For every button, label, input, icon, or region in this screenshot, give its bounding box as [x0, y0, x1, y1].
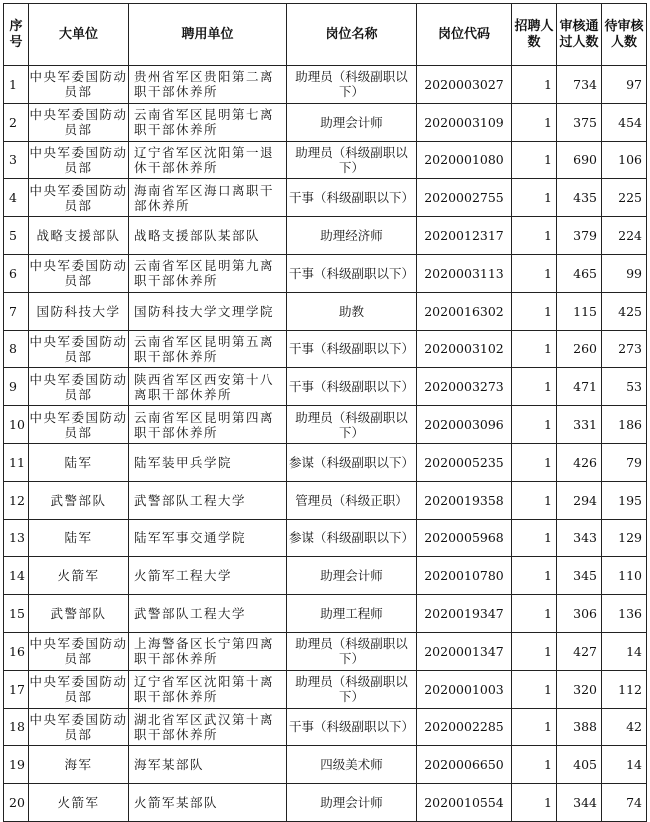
cell-pending: 74 — [602, 784, 647, 822]
cell-employer: 云南省军区昆明第五离职干部休养所 — [129, 330, 287, 368]
cell-unit: 中央军委国防动员部 — [29, 368, 129, 406]
cell-position: 助理员（科级副职以下） — [287, 670, 417, 708]
cell-pending: 42 — [602, 708, 647, 746]
table-row — [4, 217, 647, 255]
cell-employer: 国防科技大学文理学院 — [129, 292, 287, 330]
table-row — [4, 632, 647, 670]
cell-unit: 国防科技大学 — [29, 292, 129, 330]
table-row — [4, 746, 647, 784]
cell-hire: 1 — [512, 179, 557, 217]
cell-code: 2020002285 — [417, 708, 512, 746]
cell-employer: 上海警备区长宁第四离职干部休养所 — [129, 632, 287, 670]
cell-position: 干事（科级副职以下） — [287, 708, 417, 746]
table-row — [4, 481, 647, 519]
cell-seq: 11 — [4, 443, 29, 481]
cell-position: 干事（科级副职以下） — [287, 330, 417, 368]
cell-position: 助理会计师 — [287, 103, 417, 141]
cell-position: 助理会计师 — [287, 557, 417, 595]
cell-seq: 20 — [4, 784, 29, 822]
cell-passed: 734 — [557, 66, 602, 104]
cell-pending: 186 — [602, 406, 647, 444]
cell-hire: 1 — [512, 784, 557, 822]
cell-position: 助教 — [287, 292, 417, 330]
cell-seq: 2 — [4, 103, 29, 141]
cell-employer: 辽宁省军区沈阳第十离职干部休养所 — [129, 670, 287, 708]
cell-hire: 1 — [512, 292, 557, 330]
cell-passed: 435 — [557, 179, 602, 217]
cell-hire: 1 — [512, 254, 557, 292]
cell-code: 2020001080 — [417, 141, 512, 179]
cell-seq: 12 — [4, 481, 29, 519]
table-row — [4, 330, 647, 368]
cell-employer: 火箭军某部队 — [129, 784, 287, 822]
table-row — [4, 103, 647, 141]
cell-employer: 海军某部队 — [129, 746, 287, 784]
cell-pending: 129 — [602, 519, 647, 557]
header-code: 岗位代码 — [417, 4, 512, 66]
cell-hire: 1 — [512, 443, 557, 481]
cell-employer: 云南省军区昆明第九离职干部休养所 — [129, 254, 287, 292]
cell-unit: 火箭军 — [29, 557, 129, 595]
cell-seq: 19 — [4, 746, 29, 784]
cell-code: 2020001003 — [417, 670, 512, 708]
cell-passed: 426 — [557, 443, 602, 481]
cell-passed: 260 — [557, 330, 602, 368]
cell-hire: 1 — [512, 406, 557, 444]
cell-pending: 106 — [602, 141, 647, 179]
cell-code: 2020010780 — [417, 557, 512, 595]
cell-passed: 379 — [557, 217, 602, 255]
cell-unit: 中央军委国防动员部 — [29, 670, 129, 708]
cell-seq: 8 — [4, 330, 29, 368]
cell-employer: 陆军装甲兵学院 — [129, 443, 287, 481]
cell-seq: 13 — [4, 519, 29, 557]
cell-code: 2020002755 — [417, 179, 512, 217]
cell-employer: 武警部队工程大学 — [129, 481, 287, 519]
cell-unit: 中央军委国防动员部 — [29, 406, 129, 444]
cell-unit: 战略支援部队 — [29, 217, 129, 255]
table-row — [4, 141, 647, 179]
cell-code: 2020005968 — [417, 519, 512, 557]
cell-employer: 云南省军区昆明第四离职干部休养所 — [129, 406, 287, 444]
cell-code: 2020001347 — [417, 632, 512, 670]
cell-seq: 9 — [4, 368, 29, 406]
cell-seq: 3 — [4, 141, 29, 179]
cell-unit: 武警部队 — [29, 481, 129, 519]
cell-pending: 224 — [602, 217, 647, 255]
cell-position: 管理员（科级正职） — [287, 481, 417, 519]
cell-seq: 6 — [4, 254, 29, 292]
cell-passed: 115 — [557, 292, 602, 330]
cell-code: 2020019358 — [417, 481, 512, 519]
cell-pending: 136 — [602, 595, 647, 633]
cell-code: 2020012317 — [417, 217, 512, 255]
cell-hire: 1 — [512, 481, 557, 519]
cell-position: 四级美术师 — [287, 746, 417, 784]
cell-seq: 15 — [4, 595, 29, 633]
cell-unit: 中央军委国防动员部 — [29, 66, 129, 104]
cell-position: 参谋（科级副职以下） — [287, 443, 417, 481]
cell-pending: 425 — [602, 292, 647, 330]
cell-unit: 中央军委国防动员部 — [29, 632, 129, 670]
header-employer: 聘用单位 — [129, 4, 287, 66]
cell-hire: 1 — [512, 141, 557, 179]
header-position: 岗位名称 — [287, 4, 417, 66]
table-row — [4, 368, 647, 406]
table-row — [4, 519, 647, 557]
cell-unit: 武警部队 — [29, 595, 129, 633]
cell-position: 干事（科级副职以下） — [287, 179, 417, 217]
cell-code: 2020003102 — [417, 330, 512, 368]
cell-hire: 1 — [512, 368, 557, 406]
cell-position: 干事（科级副职以下） — [287, 368, 417, 406]
cell-passed: 465 — [557, 254, 602, 292]
cell-code: 2020016302 — [417, 292, 512, 330]
cell-employer: 陆军军事交通学院 — [129, 519, 287, 557]
cell-code: 2020003109 — [417, 103, 512, 141]
cell-seq: 14 — [4, 557, 29, 595]
cell-pending: 112 — [602, 670, 647, 708]
table-row — [4, 179, 647, 217]
cell-passed: 471 — [557, 368, 602, 406]
header-hire: 招聘人数 — [512, 4, 557, 66]
cell-code: 2020006650 — [417, 746, 512, 784]
cell-position: 参谋（科级副职以下） — [287, 519, 417, 557]
cell-seq: 16 — [4, 632, 29, 670]
cell-pending: 454 — [602, 103, 647, 141]
cell-hire: 1 — [512, 557, 557, 595]
cell-hire: 1 — [512, 103, 557, 141]
cell-employer: 云南省军区昆明第七离职干部休养所 — [129, 103, 287, 141]
cell-passed: 345 — [557, 557, 602, 595]
cell-unit: 中央军委国防动员部 — [29, 179, 129, 217]
cell-unit: 中央军委国防动员部 — [29, 103, 129, 141]
cell-pending: 195 — [602, 481, 647, 519]
cell-position: 干事（科级副职以下） — [287, 254, 417, 292]
cell-unit: 中央军委国防动员部 — [29, 254, 129, 292]
cell-seq: 5 — [4, 217, 29, 255]
cell-unit: 中央军委国防动员部 — [29, 330, 129, 368]
cell-pending: 99 — [602, 254, 647, 292]
table-row — [4, 443, 647, 481]
cell-unit: 火箭军 — [29, 784, 129, 822]
cell-unit: 中央军委国防动员部 — [29, 141, 129, 179]
cell-hire: 1 — [512, 632, 557, 670]
cell-seq: 18 — [4, 708, 29, 746]
cell-passed: 388 — [557, 708, 602, 746]
cell-position: 助理员（科级副职以下） — [287, 632, 417, 670]
cell-passed: 375 — [557, 103, 602, 141]
cell-passed: 427 — [557, 632, 602, 670]
cell-code: 2020003096 — [417, 406, 512, 444]
cell-pending: 97 — [602, 66, 647, 104]
cell-seq: 7 — [4, 292, 29, 330]
cell-unit: 中央军委国防动员部 — [29, 708, 129, 746]
cell-passed: 344 — [557, 784, 602, 822]
cell-employer: 湖北省军区武汉第十离职干部休养所 — [129, 708, 287, 746]
table-row — [4, 670, 647, 708]
cell-pending: 14 — [602, 632, 647, 670]
recruitment-review-table — [3, 3, 647, 822]
cell-code: 2020003027 — [417, 66, 512, 104]
cell-employer: 武警部队工程大学 — [129, 595, 287, 633]
cell-position: 助理员（科级副职以下） — [287, 66, 417, 104]
cell-unit: 陆军 — [29, 443, 129, 481]
cell-code: 2020019347 — [417, 595, 512, 633]
cell-pending: 53 — [602, 368, 647, 406]
cell-seq: 10 — [4, 406, 29, 444]
cell-employer: 火箭军工程大学 — [129, 557, 287, 595]
cell-hire: 1 — [512, 746, 557, 784]
cell-position: 助理员（科级副职以下） — [287, 141, 417, 179]
cell-code: 2020003113 — [417, 254, 512, 292]
cell-employer: 贵州省军区贵阳第二离职干部休养所 — [129, 66, 287, 104]
table-row — [4, 784, 647, 822]
cell-unit: 陆军 — [29, 519, 129, 557]
cell-hire: 1 — [512, 66, 557, 104]
cell-passed: 405 — [557, 746, 602, 784]
table-row — [4, 708, 647, 746]
cell-seq: 17 — [4, 670, 29, 708]
cell-pending: 110 — [602, 557, 647, 595]
table-row — [4, 557, 647, 595]
header-row — [4, 4, 647, 66]
cell-hire: 1 — [512, 670, 557, 708]
header-seq: 序号 — [4, 4, 29, 66]
cell-code: 2020010554 — [417, 784, 512, 822]
header-pending: 待审核人数 — [602, 4, 647, 66]
table-row — [4, 66, 647, 104]
cell-seq: 4 — [4, 179, 29, 217]
cell-pending: 273 — [602, 330, 647, 368]
cell-passed: 306 — [557, 595, 602, 633]
cell-employer: 战略支援部队某部队 — [129, 217, 287, 255]
cell-hire: 1 — [512, 519, 557, 557]
cell-hire: 1 — [512, 708, 557, 746]
table-row — [4, 292, 647, 330]
cell-passed: 320 — [557, 670, 602, 708]
cell-position: 助理会计师 — [287, 784, 417, 822]
cell-passed: 690 — [557, 141, 602, 179]
cell-employer: 辽宁省军区沈阳第一退休干部休养所 — [129, 141, 287, 179]
cell-employer: 陕西省军区西安第十八离职干部休养所 — [129, 368, 287, 406]
cell-hire: 1 — [512, 330, 557, 368]
table-row — [4, 406, 647, 444]
cell-pending: 14 — [602, 746, 647, 784]
cell-employer: 海南省军区海口离职干部休养所 — [129, 179, 287, 217]
cell-seq: 1 — [4, 66, 29, 104]
cell-code: 2020005235 — [417, 443, 512, 481]
cell-unit: 海军 — [29, 746, 129, 784]
cell-hire: 1 — [512, 595, 557, 633]
table-row — [4, 595, 647, 633]
header-unit: 大单位 — [29, 4, 129, 66]
cell-position: 助理经济师 — [287, 217, 417, 255]
cell-passed: 294 — [557, 481, 602, 519]
cell-passed: 331 — [557, 406, 602, 444]
cell-position: 助理工程师 — [287, 595, 417, 633]
cell-pending: 79 — [602, 443, 647, 481]
table-row — [4, 254, 647, 292]
cell-position: 助理员（科级副职以下） — [287, 406, 417, 444]
cell-hire: 1 — [512, 217, 557, 255]
header-passed: 审核通过人数 — [557, 4, 602, 66]
cell-passed: 343 — [557, 519, 602, 557]
cell-code: 2020003273 — [417, 368, 512, 406]
cell-pending: 225 — [602, 179, 647, 217]
